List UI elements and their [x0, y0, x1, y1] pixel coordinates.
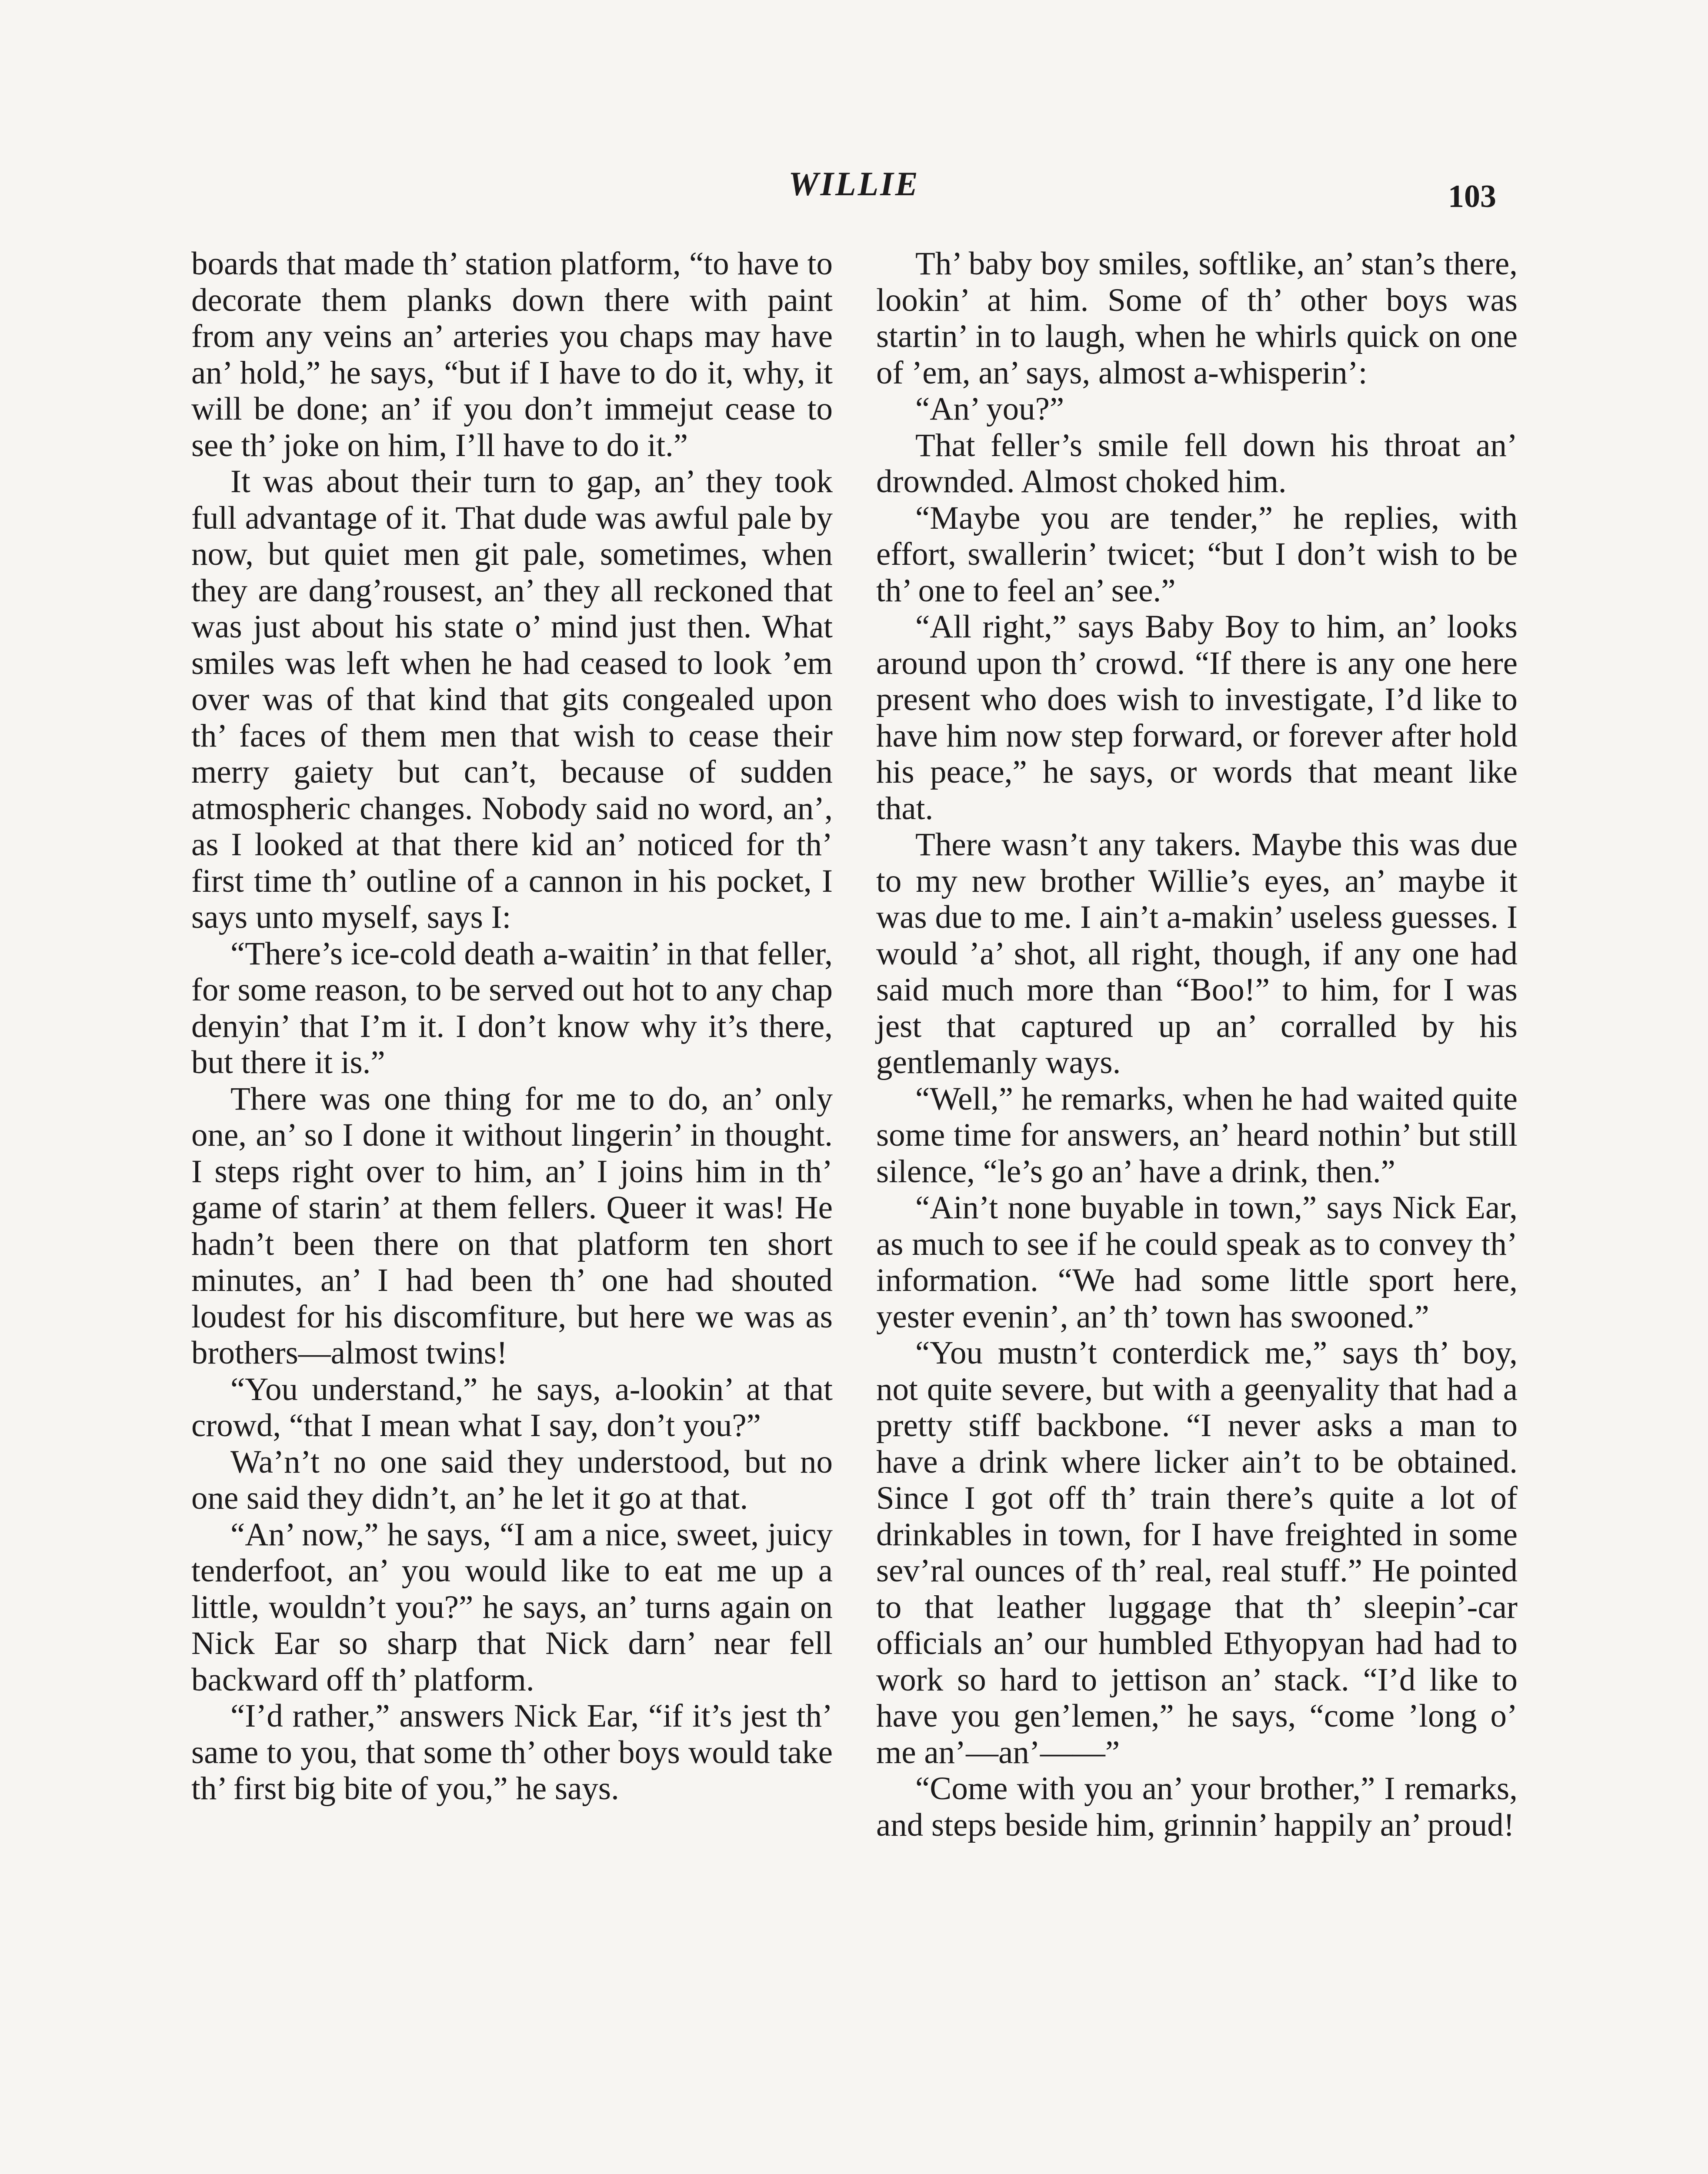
paragraph: “An’ now,” he says, “I am a nice, sweet, juicy tenderfoot, an’ you would like to eat me up a little, wouldn’t you?” he says, an’ turns again on Nick Ear so sharp that Nick darn’ near fell backward off th’ platform.	[191, 1516, 833, 1698]
paragraph: “You understand,” he says, a-lookin’ at that crowd, “that I mean what I say, don’t you?”	[191, 1371, 833, 1444]
right-column	[876, 246, 1518, 1843]
paragraph: “Well,” he remarks, when he had waited quite some time for answers, an’ heard nothin’ but still silence, “le’s go an’ have a drink, then.”	[876, 1080, 1518, 1190]
paragraph: There was one thing for me to do, an’ only one, an’ so I done it without lingerin’ in thought. I steps right over to him, an’ I joins him in th’ game of starin’ at them fellers. Queer it was! He hadn’t been there on that platform ten short minutes, an’ I had been th’ one had shouted loudest for his discomfiture, but here we was as brothers—almost twins!	[191, 1080, 833, 1371]
paragraph: “All right,” says Baby Boy to him, an’ looks around upon th’ crowd. “If there is any one here present who does wish to investigate, I’d like to have him now step forward, or forever after hold his peace,” he says, or words that meant like that.	[876, 609, 1518, 827]
paragraph: “Maybe you are tender,” he replies, with effort, swallerin’ twicet; “but I don’t wish to be th’ one to feel an’ see.”	[876, 500, 1518, 609]
paragraph: There wasn’t any takers. Maybe this was due to my new brother Willie’s eyes, an’ maybe it was due to me. I ain’t a-makin’ useless guesses. I would ’a’ shot, all right, though, if any one had said much more than “Boo!” to him, for I was jest that captured up an’ corralled by his gentlemanly ways.	[876, 827, 1518, 1080]
paragraph: It was about their turn to gap, an’ they took full advantage of it. That dude was awful pale by now, but quiet men git pale, sometimes, when they are dang’rousest, an’ they all reckoned that was just about his state o’ mind just then. What smiles was left when he had ceased to look ’em over was of that kind that gits congealed upon th’ faces of them men that wish to cease their merry gaiety but can’t, because of sudden atmospheric changes. Nobody said no word, an’, as I looked at that there kid an’ noticed for th’ first time th’ outline of a cannon in his pocket, I says unto myself, says I:	[191, 463, 833, 935]
paragraph: “I’d rather,” answers Nick Ear, “if it’s jest th’ same to you, that some th’ other boys would take th’ first big bite of you,” he says.	[191, 1698, 833, 1807]
paragraph: Wa’n’t no one said they understood, but no one said they didn’t, an’ he let it go at that.	[191, 1444, 833, 1516]
page-number: 103	[1448, 179, 1496, 214]
paragraph: That feller’s smile fell down his throat an’ drownded. Almost choked him.	[876, 427, 1518, 500]
running-title: WILLIE	[788, 165, 920, 203]
paragraph: “You mustn’t conterdick me,” says th’ boy, not quite severe, but with a geenyality that had a pretty stiff backbone. “I never asks a man to have a drink where licker ain’t to be obtained. Since I got off th’ train there’s quite a lot of drinkables in town, for I have freighted in some sev’ral ounces of th’ real, real stuff.” He pointed to that leather luggage that th’ sleepin’-car officials an’ our humbled Ethyopyan had had to work so hard to jettison an’ stack. “I’d like to have you gen’lemen,” he says, “come ’long o’ me an’—an’——”	[876, 1335, 1518, 1771]
left-column	[191, 246, 833, 1807]
paragraph: boards that made th’ station platform, “to have to decorate them planks down there with paint from any veins an’ arteries you chaps may have an’ hold,” he says, “but if I have to do it, why, it will be done; an’ if you don’t immejut cease to see th’ joke on him, I’ll have to do it.”	[191, 246, 833, 463]
paragraph: “An’ you?”	[915, 391, 1064, 427]
paragraph: “Ain’t none buyable in town,” says Nick Ear, as much to see if he could speak as to convey th’ information. “We had some little sport here, yester evenin’, an’ th’ town has swooned.”	[876, 1190, 1518, 1335]
paragraph: “There’s ice-cold death a-waitin’ in that feller, for some reason, to be served out hot to any chap denyin’ that I’m it. I don’t know why it’s there, but there it is.”	[191, 935, 833, 1080]
paragraph: “Come with you an’ your brother,” I remarks, and steps beside him, grinnin’ happily an’ proud!	[876, 1771, 1518, 1843]
paragraph: Th’ baby boy smiles, softlike, an’ stan’s there, lookin’ at him. Some of th’ other boys was startin’ in to laugh, when he whirls quick on one of ’em, an’ says, almost a-whisperin’:	[876, 246, 1518, 391]
